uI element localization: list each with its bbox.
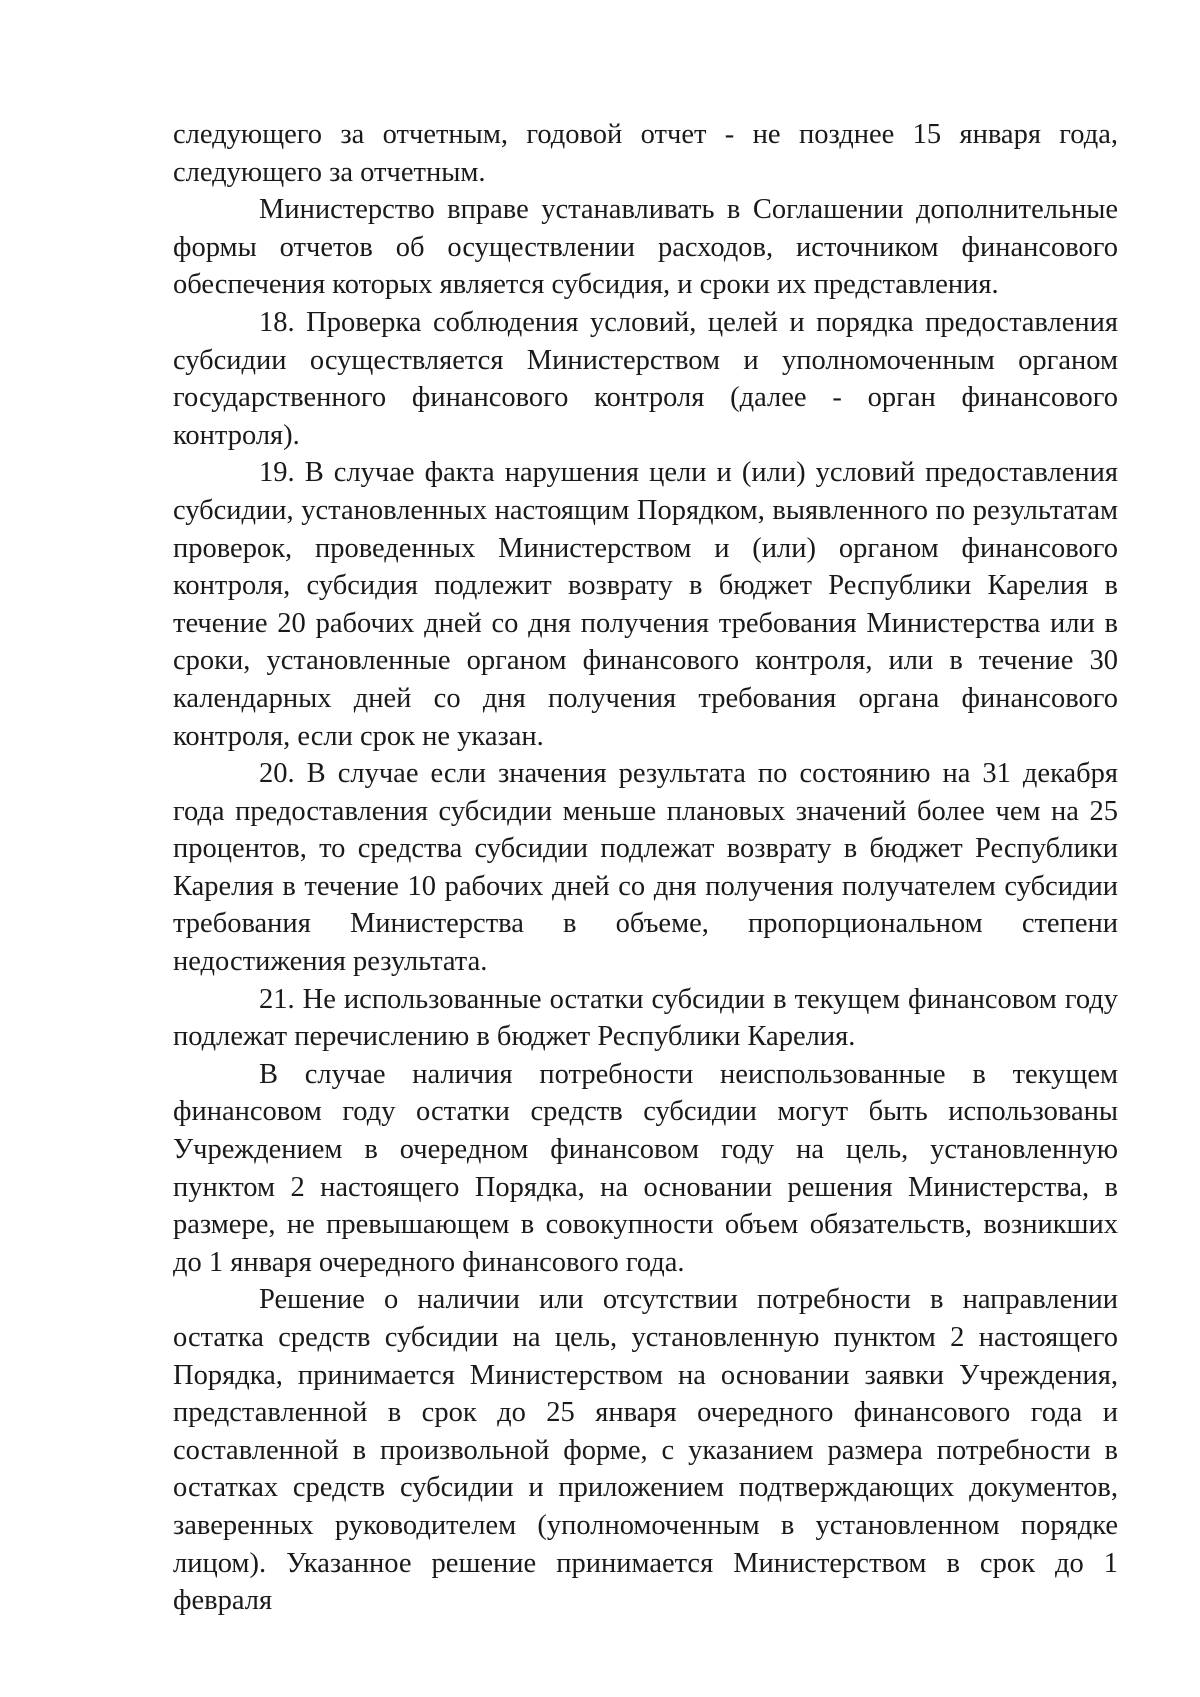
paragraph-continuation: следующего за отчетным, годовой отчет - не позднее 15 января года, следующего за отчетным. xyxy=(173,119,1118,188)
paragraph-21-unused-balances: 21. Не использованные остатки субсидии в текущем финансовом году подлежат перечислению в бюджет Республики Карелия. xyxy=(173,983,1118,1053)
document-page xyxy=(173,116,1118,1620)
paragraph-19-violation-refund: 19. В случае факта нарушения цели и (или) условий предоставления субсидии, установленных настоящим Порядком, выявленного по результатам проверок, проведенных Министерством и (или) органом финансового контроля, субсидия подлежит возврату в бюджет Республики Карелия в течение 20 рабочих дней со дня получения требования Министерства или в сроки, установленные органом финансового контроля, или в течение 30 календарных дней со дня получения требования органа финансового контроля, если срок не указан. xyxy=(173,457,1118,752)
paragraph-additional-report-forms: Министерство вправе устанавливать в Соглашении дополнительные формы отчетов об осуществлении расходов, источником финансового обеспечения которых является субсидия, и сроки их представления. xyxy=(173,194,1118,301)
paragraph-20-result-shortfall: 20. В случае если значения результата по состоянию на 31 декабря года предоставления субсидии меньше плановых значений более чем на 25 процентов, то средства субсидии подлежат возврату в бюджет Республики Карелия в течение 10 рабочих дней со дня получения получателем субсидии требования Министерства в объеме, пропорциональном степени недостижения результата. xyxy=(173,758,1118,978)
paragraph-balance-use-next-year: В случае наличия потребности неиспользованные в текущем финансовом году остатки средств субсидии могут быть использованы Учреждением в очередном финансовом году на цель, установленную пунктом 2 настоящего Порядка, на основании решения Министерства, в размере, не превышающем в совокупности объем обязательств, возникших до 1 января очередного финансового года. xyxy=(173,1058,1118,1278)
paragraph-18-verification: 18. Проверка соблюдения условий, целей и порядка предоставления субсидии осуществляется Министерством и уполномоченным органом государственного финансового контроля (далее - орган финансового контроля). xyxy=(173,306,1118,451)
paragraph-decision-on-need: Решение о наличии или отсутствии потребности в направлении остатка средств субсидии на цель, установленную пунктом 2 настоящего Порядка, принимается Министерством на основании заявки Учреждения, представленной в срок до 25 января очередного финансового года и составленной в произвольной форме, с указанием размера потребности в остатках средств субсидии и приложением подтверждающих документов, заверенных руководителем (уполномоченным в установленном порядке лицом). Указанное решение принимается Министерством в срок до 1 февраля xyxy=(173,1284,1118,1617)
